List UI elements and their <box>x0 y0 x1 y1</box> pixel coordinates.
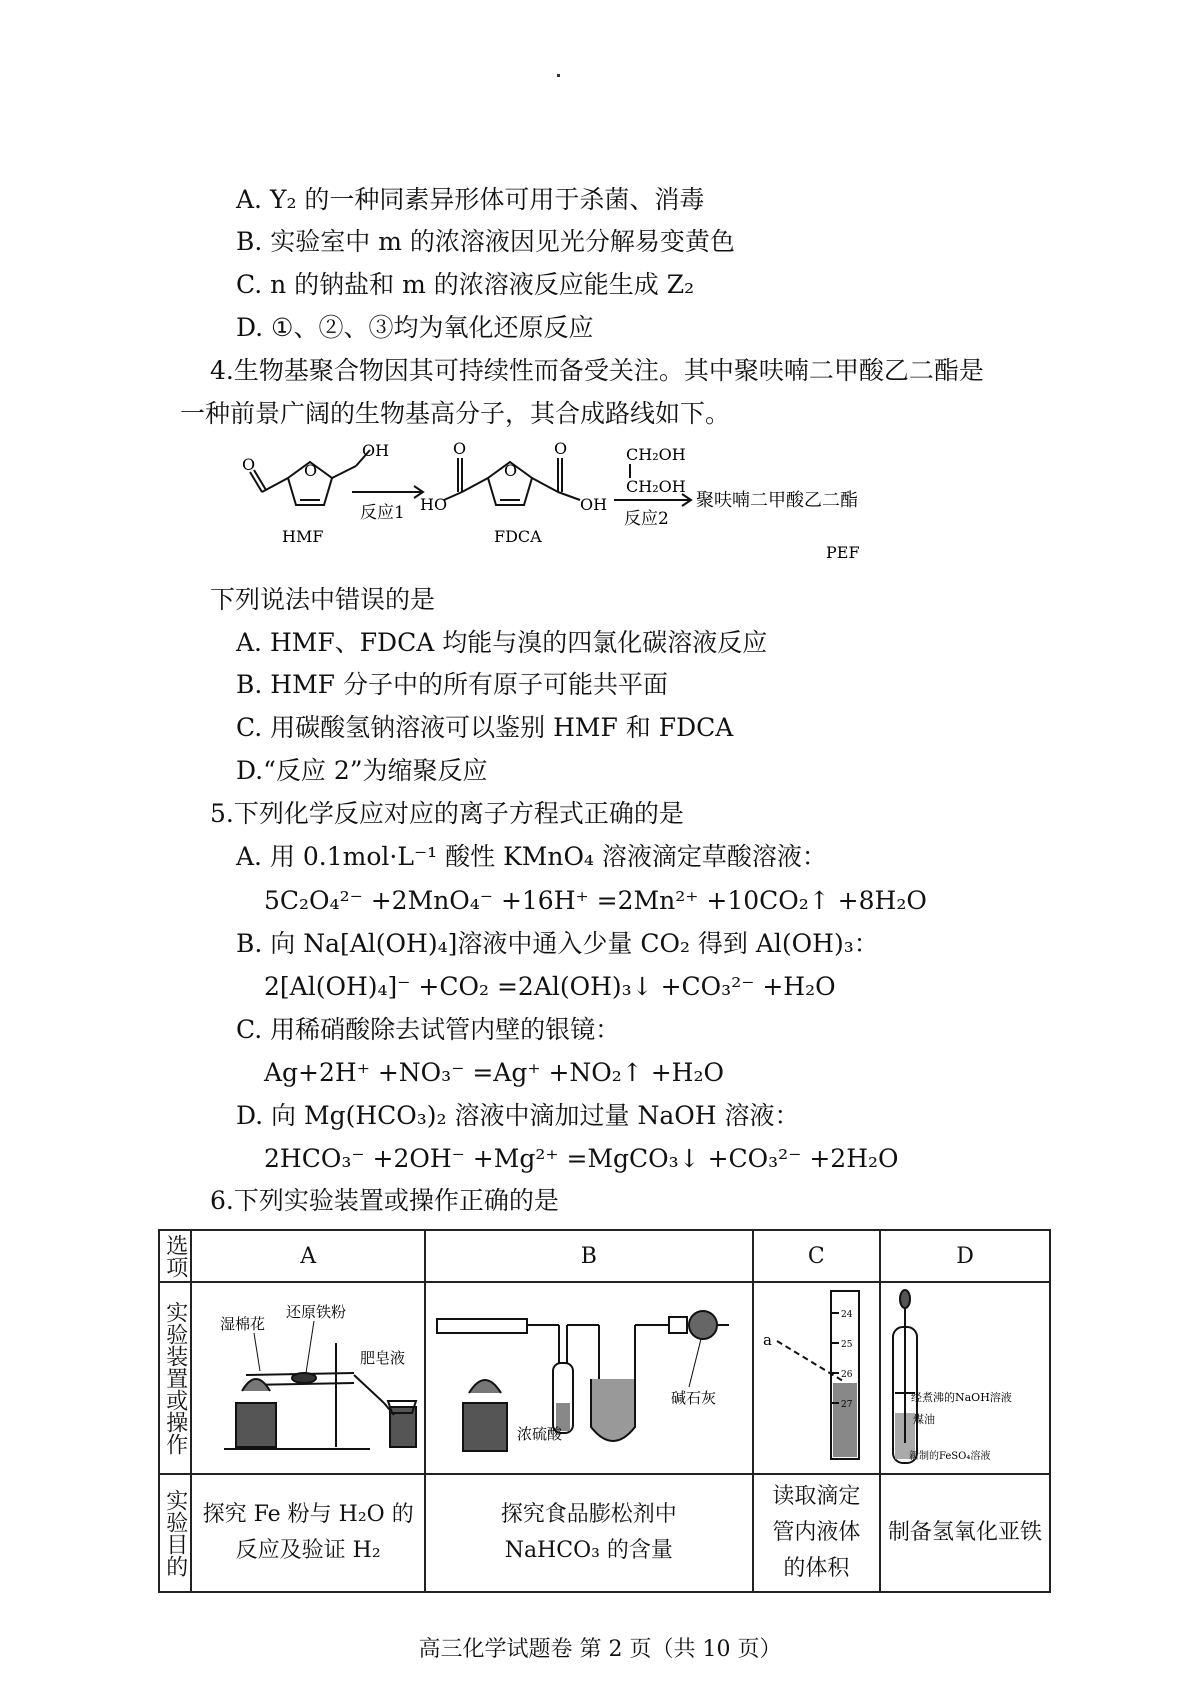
fig-c-tick-27: 27 <box>841 1400 853 1410</box>
row-label-options: 选项 <box>159 1230 191 1282</box>
purpose-b <box>425 1474 753 1592</box>
page-footer: 高三化学试题卷 第 2 页（共 10 页） <box>418 1637 782 1662</box>
figure-a <box>194 1283 422 1467</box>
q4-option-a: A. HMF、FDCA 均能与溴的四氯化碳溶液反应 <box>236 628 768 657</box>
q5-c-equation: Ag+2H⁺ +NO₃⁻ =Ag⁺ +NO₂↑ +H₂O <box>264 1058 724 1087</box>
hmf-ring-o: O <box>304 461 318 480</box>
purpose-b-line2: NaHCO₃ 的含量 <box>504 1538 673 1563</box>
fdca-ring-o: O <box>504 461 518 480</box>
figure-d <box>883 1283 1047 1467</box>
q5-a-text: A. 用 0.1mol·L⁻¹ 酸性 KMnO₄ 溶液滴定草酸溶液： <box>236 842 827 871</box>
q3-option-b: B. 实验室中 m 的浓溶液因见光分解易变黄色 <box>236 227 735 256</box>
fig-c-a-label: a <box>763 1331 773 1349</box>
purpose-c <box>753 1474 880 1592</box>
fig-a-cotton-label: 湿棉花 <box>220 1315 266 1333</box>
reaction2-label: 反应2 <box>624 509 669 529</box>
q4-stem-line2: 一种前景广阔的生物基高分子，其合成路线如下。 <box>180 399 731 428</box>
purpose-c-line2: 管内液体 <box>772 1520 861 1545</box>
q5-stem: 5.下列化学反应对应的离子方程式正确的是 <box>210 799 684 828</box>
figure-d-cell <box>880 1282 1050 1474</box>
purpose-a-line1: 探究 Fe 粉与 H₂O 的 <box>202 1502 414 1527</box>
reagent-bottom: CH₂OH <box>626 477 686 496</box>
product-name: 聚呋喃二甲酸乙二酯 <box>696 490 858 511</box>
col-header-d: D <box>880 1230 1050 1282</box>
fig-b-lime-label: 碱石灰 <box>670 1389 716 1407</box>
hmf-oh: OH <box>362 441 390 460</box>
figure-c-cell <box>753 1282 880 1474</box>
q5-a-equation: 5C₂O₄²⁻ +2MnO₄⁻ +16H⁺ =2Mn²⁺ +10CO₂↑ +8H₂O <box>264 886 927 915</box>
purpose-a-line2: 反应及验证 H₂ <box>235 1538 381 1563</box>
reagent-top: CH₂OH <box>626 445 686 464</box>
figure-b-cell <box>425 1282 753 1474</box>
q3-option-c: C. n 的钠盐和 m 的浓溶液反应能生成 Z₂ <box>236 270 695 299</box>
purpose-a <box>191 1474 425 1592</box>
purpose-d-line1: 制备氢氧化亚铁 <box>888 1520 1043 1545</box>
q5-c-text: C. 用稀硝酸除去试管内壁的银镜： <box>236 1015 621 1044</box>
fig-c-tick-25: 25 <box>841 1340 853 1350</box>
q4-option-b: B. HMF 分子中的所有原子可能共平面 <box>236 670 668 699</box>
figure-b <box>429 1283 749 1467</box>
row-label-purpose: 实验目的 <box>159 1474 191 1592</box>
reaction1-arrow <box>352 486 423 498</box>
figure-a-cell <box>191 1282 425 1474</box>
q5-d-equation: 2HCO₃⁻ +2OH⁻ +Mg²⁺ =MgCO₃↓ +CO₃²⁻ +2H₂O <box>264 1144 899 1173</box>
q3-option-d: D. ①、②、③均为氧化还原反应 <box>236 313 594 342</box>
col-header-c: C <box>753 1230 880 1282</box>
fig-b-acid-label: 浓硫酸 <box>516 1425 562 1443</box>
q4-prompt: 下列说法中错误的是 <box>210 585 436 614</box>
fig-d-naoh-label: 经煮沸的NaOH溶液 <box>911 1391 1012 1404</box>
fdca-label: FDCA <box>494 527 542 546</box>
reaction1-label: 反应1 <box>360 503 405 523</box>
fdca-oh: OH <box>580 495 608 514</box>
purpose-b-line1: 探究食品膨松剂中 <box>500 1502 677 1527</box>
q5-d-text: D. 向 Mg(HCO₃)₂ 溶液中滴加过量 NaOH 溶液： <box>236 1101 800 1130</box>
purpose-d <box>880 1474 1050 1592</box>
scan-dot <box>557 74 560 77</box>
q4-stem-line1: 4.生物基聚合物因其可持续性而备受关注。其中聚呋喃二甲酸乙二酯是 <box>210 356 984 385</box>
figure-c <box>755 1283 877 1467</box>
col-header-b: B <box>425 1230 753 1282</box>
hmf-carbonyl-o: O <box>242 455 256 474</box>
purpose-c-line1: 读取滴定 <box>772 1484 861 1509</box>
fig-a-soap-label: 肥皂液 <box>360 1349 406 1367</box>
row-label-apparatus: 实验装置或操作 <box>159 1282 191 1474</box>
q6-stem: 6.下列实验装置或操作正确的是 <box>210 1186 559 1215</box>
pef-label: PEF <box>826 543 860 562</box>
q4-option-d: D.“反应 2”为缩聚反应 <box>236 756 488 785</box>
q6-options-table <box>158 1229 1051 1593</box>
fig-c-tick-24: 24 <box>841 1310 853 1320</box>
q3-option-a: A. Y₂ 的一种同素异形体可用于杀菌、消毒 <box>236 185 705 214</box>
fdca-ho: HO <box>420 495 448 514</box>
fig-c-tick-26: 26 <box>841 1370 853 1380</box>
col-header-a: A <box>191 1230 425 1282</box>
fig-d-feso4-label: 新制的FeSO₄溶液 <box>909 1451 991 1462</box>
fig-a-iron-label: 还原铁粉 <box>286 1303 347 1321</box>
q4-option-c: C. 用碳酸氢钠溶液可以鉴别 HMF 和 FDCA <box>236 713 734 742</box>
synthesis-scheme <box>230 440 950 590</box>
q5-b-equation: 2[Al(OH)₄]⁻ +CO₂ =2Al(OH)₃↓ +CO₃²⁻ +H₂O <box>264 972 836 1001</box>
q5-b-text: B. 向 Na[Al(OH)₄]溶液中通入少量 CO₂ 得到 Al(OH)₃： <box>236 929 879 958</box>
purpose-c-line3: 的体积 <box>783 1556 850 1581</box>
fig-d-oil-label: 煤油 <box>913 1413 936 1426</box>
hmf-label: HMF <box>282 527 324 546</box>
fdca-o-left: O <box>453 440 467 458</box>
fdca-o-right: O <box>554 440 568 458</box>
